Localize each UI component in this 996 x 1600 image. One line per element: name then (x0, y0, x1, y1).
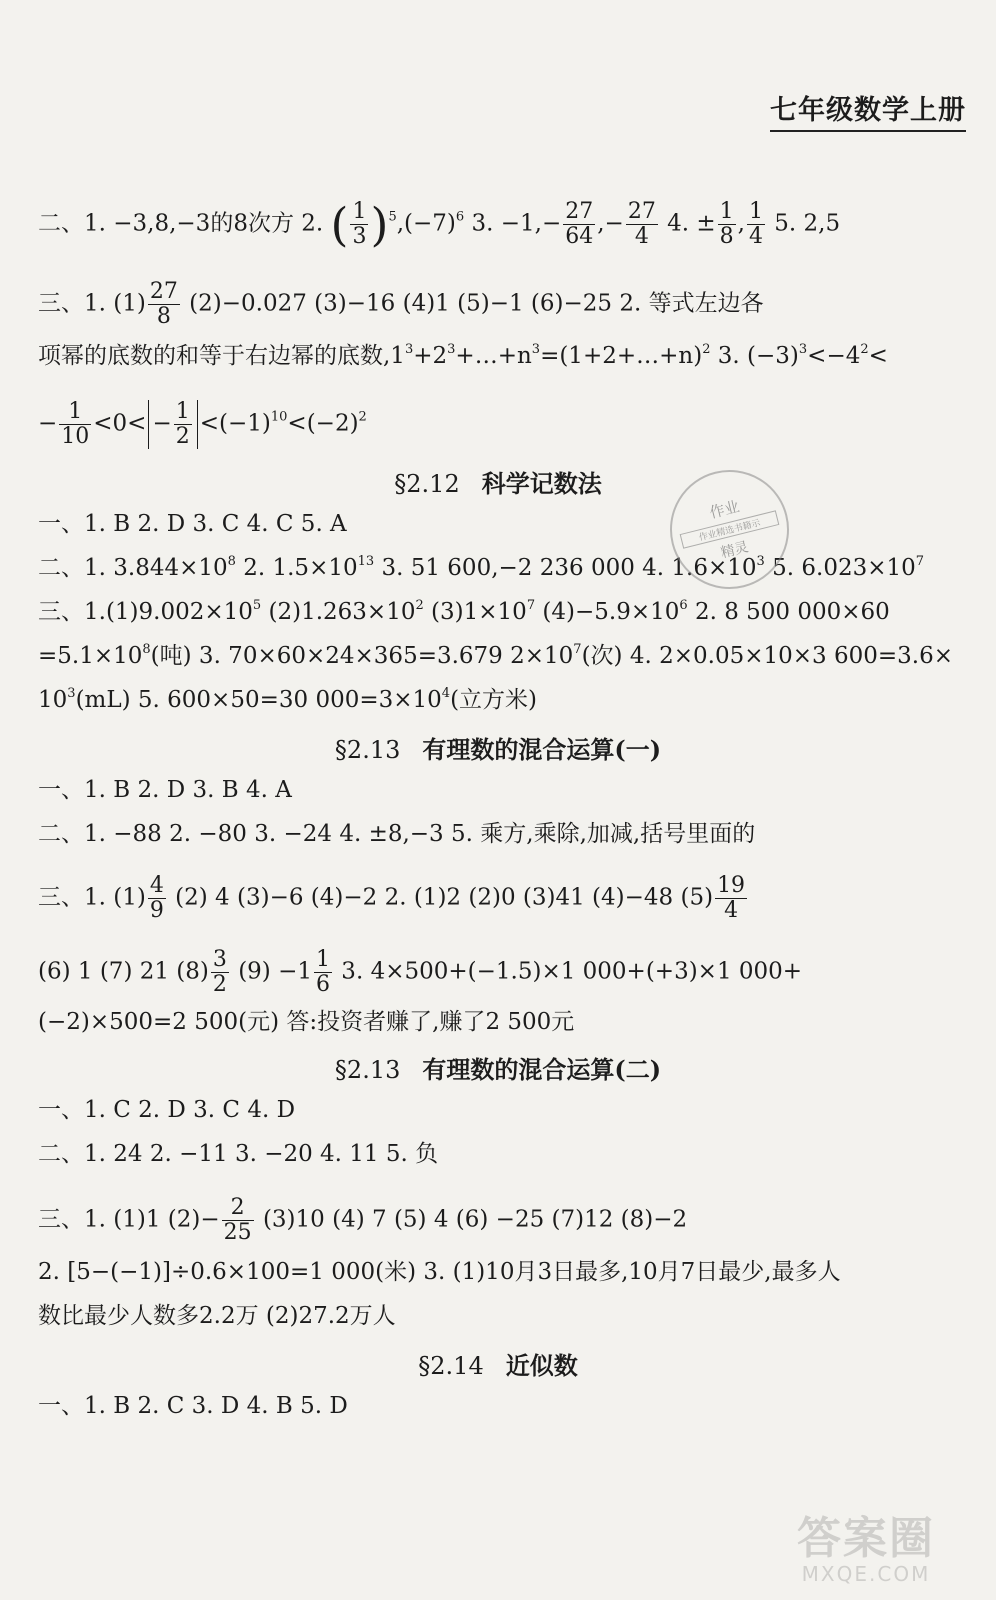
answer-line: 数比最少人数多2.2万 (2)27.2万人 (38, 1303, 396, 1329)
answer-line: 一、1. C 2. D 3. C 4. D (38, 1097, 296, 1123)
fraction: $\frac{27}{4}$ (627, 199, 656, 249)
answer-line: − $\frac{1}{10}$ <0< − $\frac{1}{2}$ $<(-1)^{10}<(-2)^2$ (38, 399, 367, 449)
answer-line: (−2)×500=2 500(元) 答:投资者赚了,赚了2 500元 (38, 1009, 575, 1035)
fraction: $\frac{27}{64}$ (565, 199, 594, 249)
answer-line: 一、1. B 2. D 3. C 4. C 5. A (38, 511, 347, 537)
absolute-value: − $\frac{1}{2}$ (148, 400, 197, 449)
answer-line: 三、1. (1)1 (2)− $\frac{2}{25}$ (3)10 (4) 7 (5) 4 (6) −25 (7)12 (8)−2 (38, 1195, 688, 1245)
answer-line: 一、1. B 2. D 3. B 4. A (38, 777, 292, 803)
fraction: $\frac{4}{9}$ (149, 873, 164, 923)
answer-line: $=5.1\times 10^8$(吨) 3. 70×60×24×365=3.679 $2\times 10^7$(次) 4. 2×0.05×10×3 600=3.6× (38, 642, 953, 669)
answer-line: 三、$1.(1)9.002\times 10^5$ $(2)1.263\times 10^2$ $(3)1\times 10^7$ $(4)-5.9\times 10^6$ 2. 8 500 000×60 (38, 598, 890, 625)
fraction: $\frac{19}{4}$ (717, 873, 746, 923)
fraction: $\frac{1}{3}$ (352, 199, 367, 249)
fraction: $\frac{1}{8}$ (719, 199, 734, 249)
fraction: $\frac{1}{10}$ (61, 399, 90, 449)
answer-line: 二、1. $3.844\times 10^8$ 2. $1.5\times 10^{13}$ 3. 51 600,−2 236 000 4. $1.6\times 10^3$ 5. $6.023\times 10^7$ (38, 554, 925, 581)
fraction: $\frac{27}{8}$ (149, 279, 178, 329)
stamp: 作业 作业精选书籍示 精灵 (657, 457, 801, 601)
fraction: $\frac{3}{2}$ (212, 947, 227, 997)
answer-line: 三、1. (1) $\frac{4}{9}$ (2) 4 (3)−6 (4)−2 2. (1)2 (2)0 (3)41 (4)−48 (5) $\frac{19}{4}$ (38, 873, 746, 923)
answer-line: 二、1. 24 2. −11 3. −20 4. 11 5. 负 (38, 1141, 439, 1167)
answer-line: 2. [5−(−1)]÷0.6×100=1 000(米) 3. (1)10月3日最多,10月7日最少,最多人 (38, 1259, 841, 1285)
answer-line: 三、1. (1) $\frac{27}{8}$ (2)−0.027 (3)−16 (4)1 (5)−1 (6)−25 2. 等式左边各 (38, 279, 764, 329)
answer-line: 二、1. −88 2. −80 3. −24 4. ±8,−3 5. 乘方,乘除,加减,括号里面的 (38, 821, 756, 847)
section-heading: §2.13 有理数的混合运算(二) (334, 1055, 662, 1084)
fraction: $\frac{1}{6}$ (316, 947, 330, 997)
answer-line: 一、1. B 2. C 3. D 4. B 5. D (38, 1393, 348, 1419)
section-heading: §2.13 有理数的混合运算(一) (334, 735, 662, 764)
answer-line: 项幂的底数的和等于右边幂的底数$,1^3+2^3+\dots+n^3=(1+2+\dots+n)^2$ 3. $(-3)^3<-4^2<$ (38, 342, 888, 369)
section-heading: §2.14 近似数 (418, 1351, 578, 1380)
fraction: $\frac{1}{4}$ (748, 199, 763, 249)
answer-line: $10^3(mL)$ 5. 600×50=30 $000=3\times 10^4$(立方米) (38, 686, 538, 713)
answer-line: 二、1. −3,8,−3的8次方 2. ( $\frac{1}{3}$ )$^5,(-7)^6$ 3. −1,− $\frac{27}{64}$ ,− $\frac{27}{4}$ 4. ± $\frac{1}{8}$ , $\frac{1}{4}$ 5. 2,5 (38, 197, 841, 252)
page-header: 七年级数学上册 (770, 88, 966, 132)
answer-line: (6) 1 (7) 21 (8) $\frac{3}{2}$ (9) −1 $\frac{1}{6}$ 3. 4×500+(−1.5)×1 000+(+3)×1 000+ (38, 947, 803, 997)
fraction: $\frac{1}{2}$ (175, 399, 190, 449)
section-heading: §2.12 科学记数法 (394, 469, 602, 498)
watermark: 答案圈 MXQE.COM (797, 1513, 935, 1586)
fraction: $\frac{2}{25}$ (223, 1195, 252, 1245)
